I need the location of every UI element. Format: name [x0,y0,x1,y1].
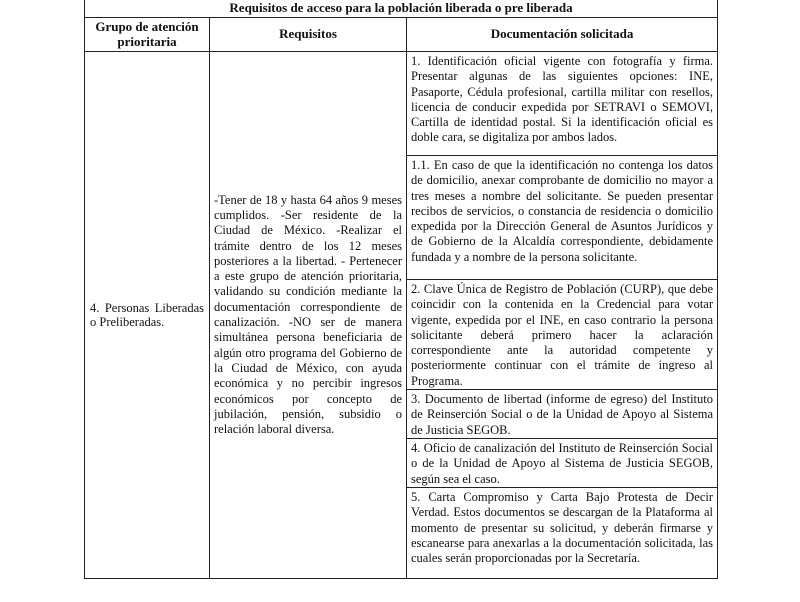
group-cell: 4. Personas Liberadas o Preliberadas. [85,52,210,579]
table-title: Requisitos de acceso para la población liberada o pre liberada [85,0,718,18]
requirements-cell: -Tener de 18 y hasta 64 años 9 meses cumplidos. -Ser residente de la Ciudad de México. -Realizar el trámite dentro de los 12 meses posteriores a la libertad. - Pertenecer a este grupo de atención prioritaria, validando su condición mediante la documentación correspondiente de canalización. -NO ser de manera simultánea persona beneficiaria de algún otro programa del Gobierno de la Ciudad de México, con ayuda económica y no percibir ingresos económicos por concepto de jubilación, pensión, subsidio o relación laboral diversa. [210,52,407,579]
document-item: 5. Carta Compromiso y Carta Bajo Protesta de Decir Verdad. Estos documentos se descargan de la Plataforma al momento de presentar su solicitud, y deberán firmarse y escanearse para anexarlas a la documentación solicitada, las cuales serán proporcionadas por la Secretaría. [407,488,718,579]
header-requirements: Requisitos [210,18,407,52]
document-item: 4. Oficio de canalización del Instituto de Reinserción Social o de la Unidad de Apoyo al Sistema de Justicia SEGOB, según sea el caso. [407,439,718,488]
document-item: 2. Clave Única de Registro de Población (CURP), que debe coincidir con la contenida en la Credencial para votar vigente, expedida por el INE, en caso contrario la persona solicitante deberá primero hacer la aclaración correspondiente ante la autoridad competente y posteriormente continuar con el trámite de ingreso al Programa. [407,280,718,390]
document-item: 3. Documento de libertad (informe de egreso) del Instituto de Reinserción Social o de la Unidad de Apoyo al Sistema de Justicia SEGOB. [407,390,718,439]
document-item: 1.1. En caso de que la identificación no contenga los datos de domicilio, anexar comprobante de domicilio no mayor a tres meses a nombre del solicitante. Se pueden presentar recibos de servicios, o constancia de residencia o domicilio expedida por la Dirección General de Asuntos Jurídicos y de Gobierno de la Alcaldía correspondiente, debidamente fundada y a nombre de la persona solicitante. [407,156,718,280]
document-item: 1. Identificación oficial vigente con fotografía y firma. Presentar algunas de las siguientes opciones: INE, Pasaporte, Cédula profesional, cartilla militar con resellos, licencia de conducir expedida por SETRAVI o SEMOVI, Cartilla de identidad postal. Si la identificación oficial es doble cara, se digitaliza por ambos lados. [407,52,718,156]
header-group: Grupo de atención prioritaria [85,18,210,52]
header-documents: Documentación solicitada [407,18,718,52]
requirements-table [84,0,718,579]
